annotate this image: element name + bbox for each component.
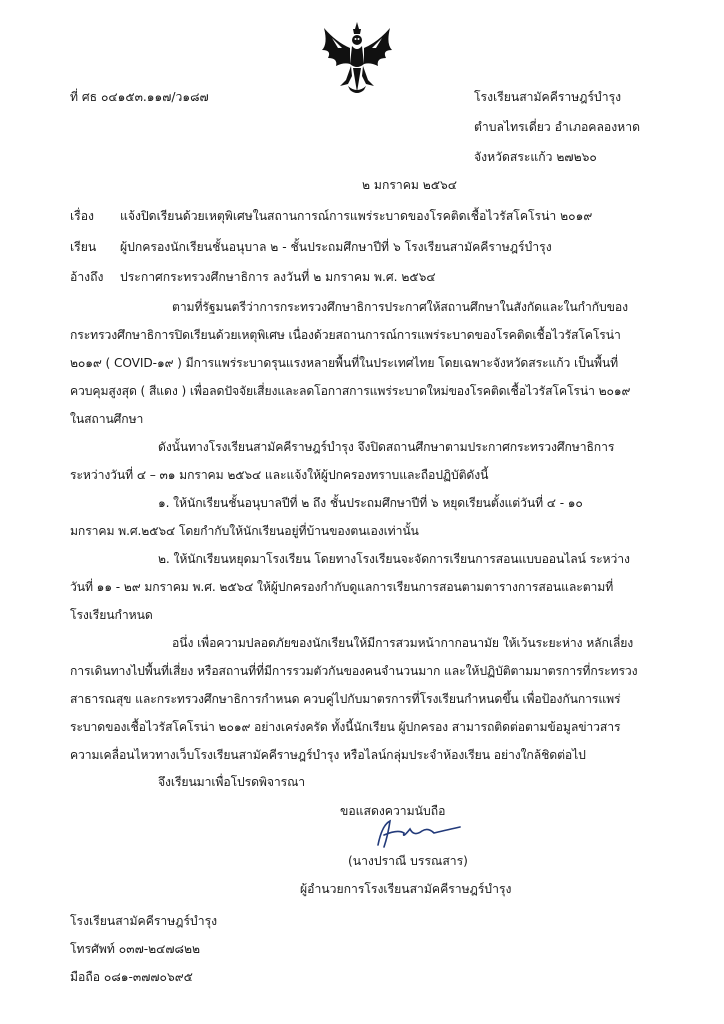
item-2-line: วันที่ ๑๑ - ๒๙ มกราคม พ.ศ. ๒๕๖๔ ให้ผู้ปกครองกำกับดูแลการเรียนการสอนตามตารางการสอนและตามที่: [70, 580, 614, 594]
item-2-line: ๒. ให้นักเรียนหยุดมาโรงเรียน โดยทางโรงเรียนจะจัดการเรียนการสอนแบบออนไลน์ ระหว่าง: [158, 552, 630, 566]
recipient-label: เรียน: [70, 240, 97, 254]
reference-row: [70, 268, 436, 287]
item-2-line: โรงเรียนกำหนด: [70, 608, 153, 622]
signature-icon: [368, 815, 468, 851]
paragraph-1-line: ในสถานศึกษา: [70, 412, 144, 426]
recipient-row: [70, 238, 552, 257]
item-1-line: มกราคม พ.ศ.๒๕๖๔ โดยกำกับให้นักเรียนอยู่ที่บ้านของตนเองเท่านั้น: [70, 524, 419, 538]
footer-phone: โทรศัพท์ ๐๓๗-๒๔๗๘๒๒: [70, 942, 201, 956]
garuda-emblem-icon: [318, 20, 396, 96]
paragraph-3-line: อนึ่ง เพื่อความปลอดภัยของนักเรียนให้มีการสวมหน้ากากอนามัย ให้เว้นระยะห่าง หลักเลี่ยง: [172, 636, 634, 650]
paragraph-3-line: ความเคลื่อนไหวทางเว็บโรงเรียนสามัคคีราษฎร์บำรุง หรือไลน์กลุ่มประจำห้องเรียน อย่างใกล้ชิดต่อไป: [70, 748, 586, 762]
paragraph-2-line: ดังนั้นทางโรงเรียนสามัคคีราษฎร์บำรุง จึงปิดสถานศึกษาตามประกาศกระทรวงศึกษาธิการ: [158, 440, 615, 454]
school-name: โรงเรียนสามัคคีราษฎร์บำรุง: [474, 90, 622, 104]
paragraph-1-line: ควบคุมสูงสุด ( สีแดง ) เพื่อลดปัจจัยเสี่ยงและลดโอกาสการแพร่ระบาดใหม่ของโรคติดเชื้อไวรัสโคโรน่า ๒๐๑๙: [70, 384, 631, 398]
address-line-2: จังหวัดสระแก้ว ๒๗๒๖๐: [474, 150, 597, 164]
closing-line: จึงเรียนมาเพื่อโปรดพิจารณา: [158, 775, 306, 789]
reference-label: อ้างถึง: [70, 270, 104, 284]
item-1-line: ๑. ให้นักเรียนชั้นอนุบาลปีที่ ๒ ถึง ชั้นประถมศึกษาปีที่ ๖ หยุดเรียนตั้งแต่วันที่ ๔ - ๑๐: [158, 496, 583, 510]
paragraph-2-line: ระหว่างวันที่ ๔ – ๓๑ มกราคม ๒๕๖๔ และแจ้งให้ผู้ปกครองทราบและถือปฏิบัติดังนี้: [70, 468, 489, 482]
footer-mobile: มือถือ ๐๘๑-๓๗๗๐๖๙๕: [70, 970, 193, 984]
regards-text: ขอแสดงความนับถือ: [340, 804, 446, 818]
subject-text: แจ้งปิดเรียนด้วยเหตุพิเศษในสถานการณ์การแพร่ระบาดของโรคติดเชื้อไวรัสโคโรน่า ๒๐๑๙: [120, 209, 593, 223]
paragraph-3-line: การเดินทางไปพื้นที่เสี่ยง หรือสถานที่ที่มีการรวมตัวกันของคนจำนวนมาก และให้ปฏิบัติตามมาตรการที่กระทรวง: [70, 664, 638, 678]
reference-text: ประกาศกระทรวงศึกษาธิการ ลงวันที่ ๒ มกราคม พ.ศ. ๒๕๖๔: [120, 270, 436, 284]
reference-number: ที่ ศธ ๐๔๑๕๓.๑๑๗/ว๑๘๗: [70, 90, 209, 104]
paragraph-1-line: ๒๐๑๙ ( COVID-๑๙ ) มีการแพร่ระบาดรุนแรงหลายพื้นที่ในประเทศไทย โดยเฉพาะจังหวัดสระแก้ว เป็นพื้นที่: [70, 356, 619, 370]
subject-row: [70, 207, 592, 226]
signatory-position: ผู้อำนวยการโรงเรียนสามัคคีราษฎร์บำรุง: [300, 882, 512, 896]
recipient-text: ผู้ปกครองนักเรียนชั้นอนุบาล ๒ - ชั้นประถมศึกษาปีที่ ๖ โรงเรียนสามัคคีราษฎร์บำรุง: [120, 240, 552, 254]
address-line-1: ตำบลไทรเดี่ยว อำเภอคลองหาด: [474, 120, 640, 134]
paragraph-1-line: ตามที่รัฐมนตรีว่าการกระทรวงศึกษาธิการประกาศให้สถานศึกษาในสังกัดและในกำกับของ: [172, 300, 628, 314]
paragraph-1-line: กระทรวงศึกษาธิการปิดเรียนด้วยเหตุพิเศษ เนื่องด้วยสถานการณ์การแพร่ระบาดของโรคติดเชื้อไวรัสโคโรน่า: [70, 328, 621, 342]
paragraph-3-line: ระบาดของเชื้อไวรัสโคโรน่า ๒๐๑๙ อย่างเคร่งครัด ทั้งนี้นักเรียน ผู้ปกครอง สามารถติดต่อตามข้อมูลข่าวสาร: [70, 720, 621, 734]
subject-label: เรื่อง: [70, 209, 94, 223]
letter-date: ๒ มกราคม ๒๕๖๔: [362, 178, 457, 192]
footer-school: โรงเรียนสามัคคีราษฎร์บำรุง: [70, 914, 218, 928]
paragraph-3-line: สาธารณสุข และกระทรวงศึกษาธิการกำหนด ควบคู่ไปกับมาตรการที่โรงเรียนกำหนดขึ้น เพื่อป้องกันการแพร่: [70, 692, 621, 706]
signatory-name: (นางปราณี บรรณสาร): [348, 854, 468, 868]
